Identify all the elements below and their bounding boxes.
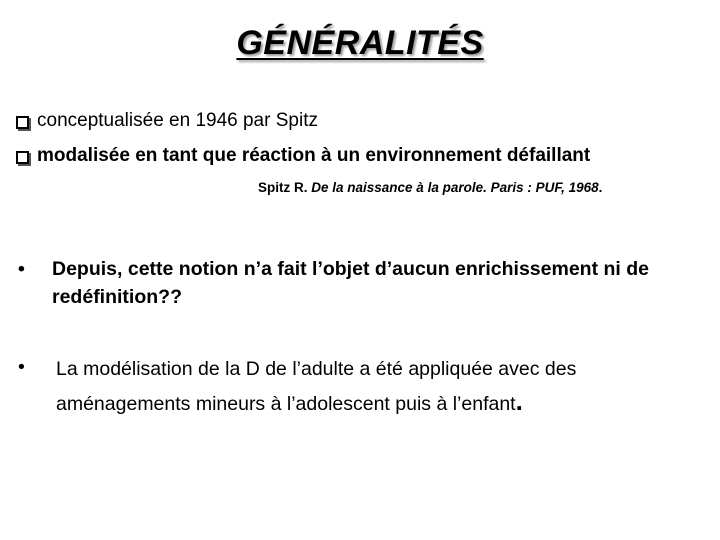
bullet-item-text: Depuis, cette notion n’a fait l’objet d’aucun enrichissement ni de redéfinition?? xyxy=(52,258,650,308)
bullet-item-text-wrapper xyxy=(56,353,708,420)
citation xyxy=(258,180,602,195)
bullet-item xyxy=(18,255,708,311)
checkbox-bullet-icon xyxy=(16,116,29,129)
citation-work: De la naissance à la parole. Paris : PUF, 1968 xyxy=(311,180,599,195)
citation-end: . xyxy=(598,180,603,195)
checklist-item xyxy=(16,110,318,132)
bullet-dot-icon: • xyxy=(18,258,25,280)
bullet-item-end: . xyxy=(515,386,523,416)
checklist-item-text: modalisée en tant que réaction à un environnement défaillant xyxy=(37,145,591,166)
citation-author: Spitz R. xyxy=(258,180,312,195)
bullet-item-text: La modélisation de la D de l’adulte a été appliquée avec des aménagements mineurs à l’adolescent puis à l’enfant xyxy=(56,358,577,415)
checklist-item-text: conceptualisée en 1946 par Spitz xyxy=(37,110,318,131)
page-title: GÉNÉRALITÉS xyxy=(236,24,484,62)
checklist-item xyxy=(16,145,590,167)
bullet-item xyxy=(18,353,708,420)
bullet-dot-icon: • xyxy=(18,356,25,378)
checkbox-bullet-icon xyxy=(16,151,29,164)
